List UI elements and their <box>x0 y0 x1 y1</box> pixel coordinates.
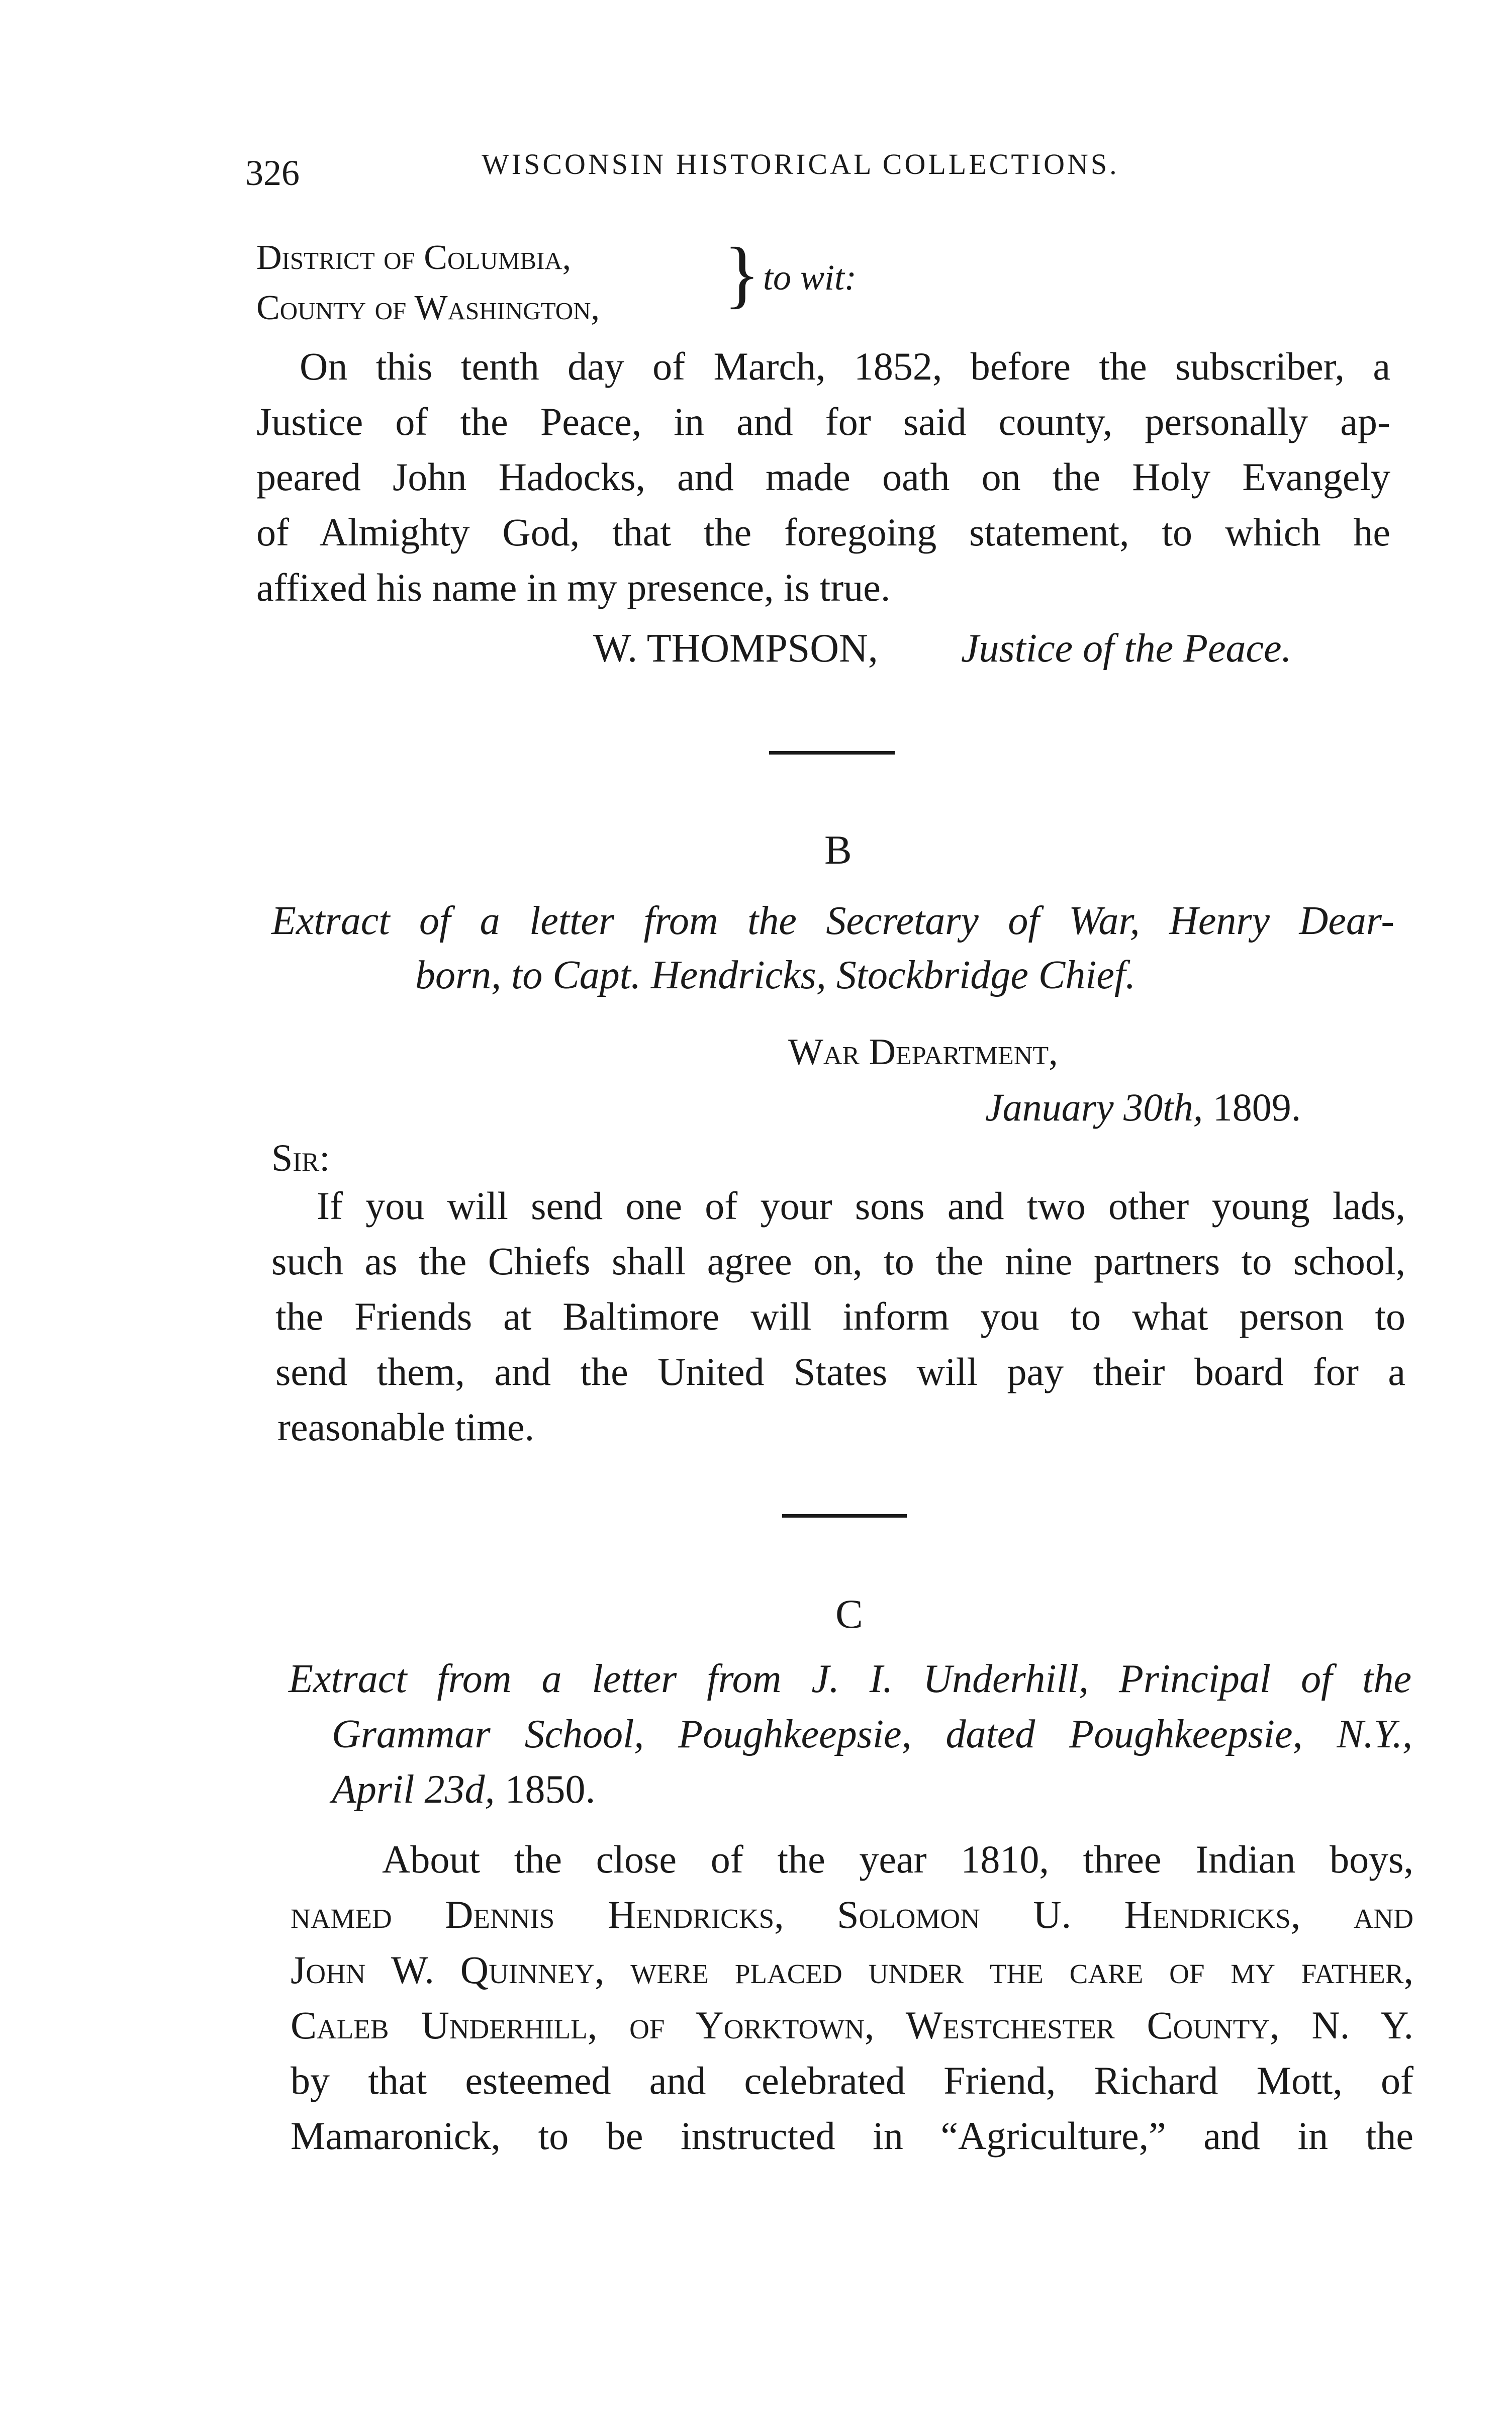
signature-name: W. THOMPSON, <box>593 626 878 671</box>
caption-b-line1: Extract of a letter from the Secretary of War, Henry Dear- <box>271 899 1394 943</box>
dateline-place: War Department, <box>788 1032 1058 1073</box>
to-wit: to wit: <box>763 257 857 298</box>
dateline-year: 1809. <box>1212 1085 1301 1129</box>
affidavit-line: of Almighty God, that the foregoing statement, to which he <box>256 510 1390 554</box>
caption-c-year: 1850. <box>505 1767 596 1812</box>
page-number: 326 <box>245 153 300 193</box>
letter-c-line: About the close of the year 1810, three Indian boys, <box>382 1837 1413 1881</box>
caption-c-month: April <box>332 1767 415 1812</box>
affidavit-line: affixed his name in my presence, is true. <box>256 566 891 609</box>
letter-b-line: send them, and the United States will pay their board for a <box>275 1350 1405 1393</box>
caption-c-line3 <box>332 1769 595 1810</box>
letter-b-line: reasonable time. <box>277 1405 535 1449</box>
caption-c-line1: Extract from a letter from J. I. Underhill, Principal of the <box>289 1657 1411 1701</box>
dateline-date <box>985 1085 1301 1129</box>
letter-c-line: Caleb Underhill, of Yorktown, Westchester County, N. Y. <box>291 2003 1413 2047</box>
venue-brace: } <box>724 232 760 316</box>
dateline-day: 30th, <box>1123 1085 1203 1129</box>
letter-c-line: John W. Quinney, were placed under the care of my father, <box>291 1948 1413 1992</box>
section-divider <box>769 751 895 755</box>
affidavit-line: On this tenth day of March, 1852, before the subscriber, a <box>300 344 1390 388</box>
section-divider <box>782 1514 907 1518</box>
caption-c-line2: Grammar School, Poughkeepsie, dated Poughkeepsie, N.Y., <box>332 1712 1412 1756</box>
letter-b-line: such as the Chiefs shall agree on, to the nine partners to school, <box>271 1239 1405 1283</box>
section-letter-c: C <box>835 1591 863 1637</box>
running-title: WISCONSIN HISTORICAL COLLECTIONS. <box>482 148 1119 180</box>
section-letter-b: B <box>824 827 852 873</box>
letter-b-line: the Friends at Baltimore will inform you to what person to <box>275 1294 1405 1338</box>
venue-district: District of Columbia, <box>256 238 572 277</box>
dateline-month: January <box>985 1085 1114 1129</box>
signature-title: Justice of the Peace. <box>961 626 1292 671</box>
caption-c-day: 23d, <box>424 1767 495 1812</box>
letter-c-line: named Dennis Hendricks, Solomon U. Hendricks, and <box>291 1893 1413 1936</box>
venue-county: County of Washington, <box>256 289 600 327</box>
salutation: Sir: <box>271 1137 330 1179</box>
letter-c-line: Mamaronick, to be instructed in “Agriculture,” and in the <box>291 2114 1413 2158</box>
caption-b-line2: born, to Capt. Hendricks, Stockbridge Chief. <box>415 953 1136 997</box>
letter-b-line: If you will send one of your sons and two other young lads, <box>317 1184 1405 1228</box>
letter-c-line: by that esteemed and celebrated Friend, Richard Mott, of <box>291 2059 1413 2102</box>
affidavit-line: Justice of the Peace, in and for said county, personally ap- <box>256 400 1390 443</box>
affidavit-line: peared John Hadocks, and made oath on the Holy Evangely <box>256 455 1390 499</box>
